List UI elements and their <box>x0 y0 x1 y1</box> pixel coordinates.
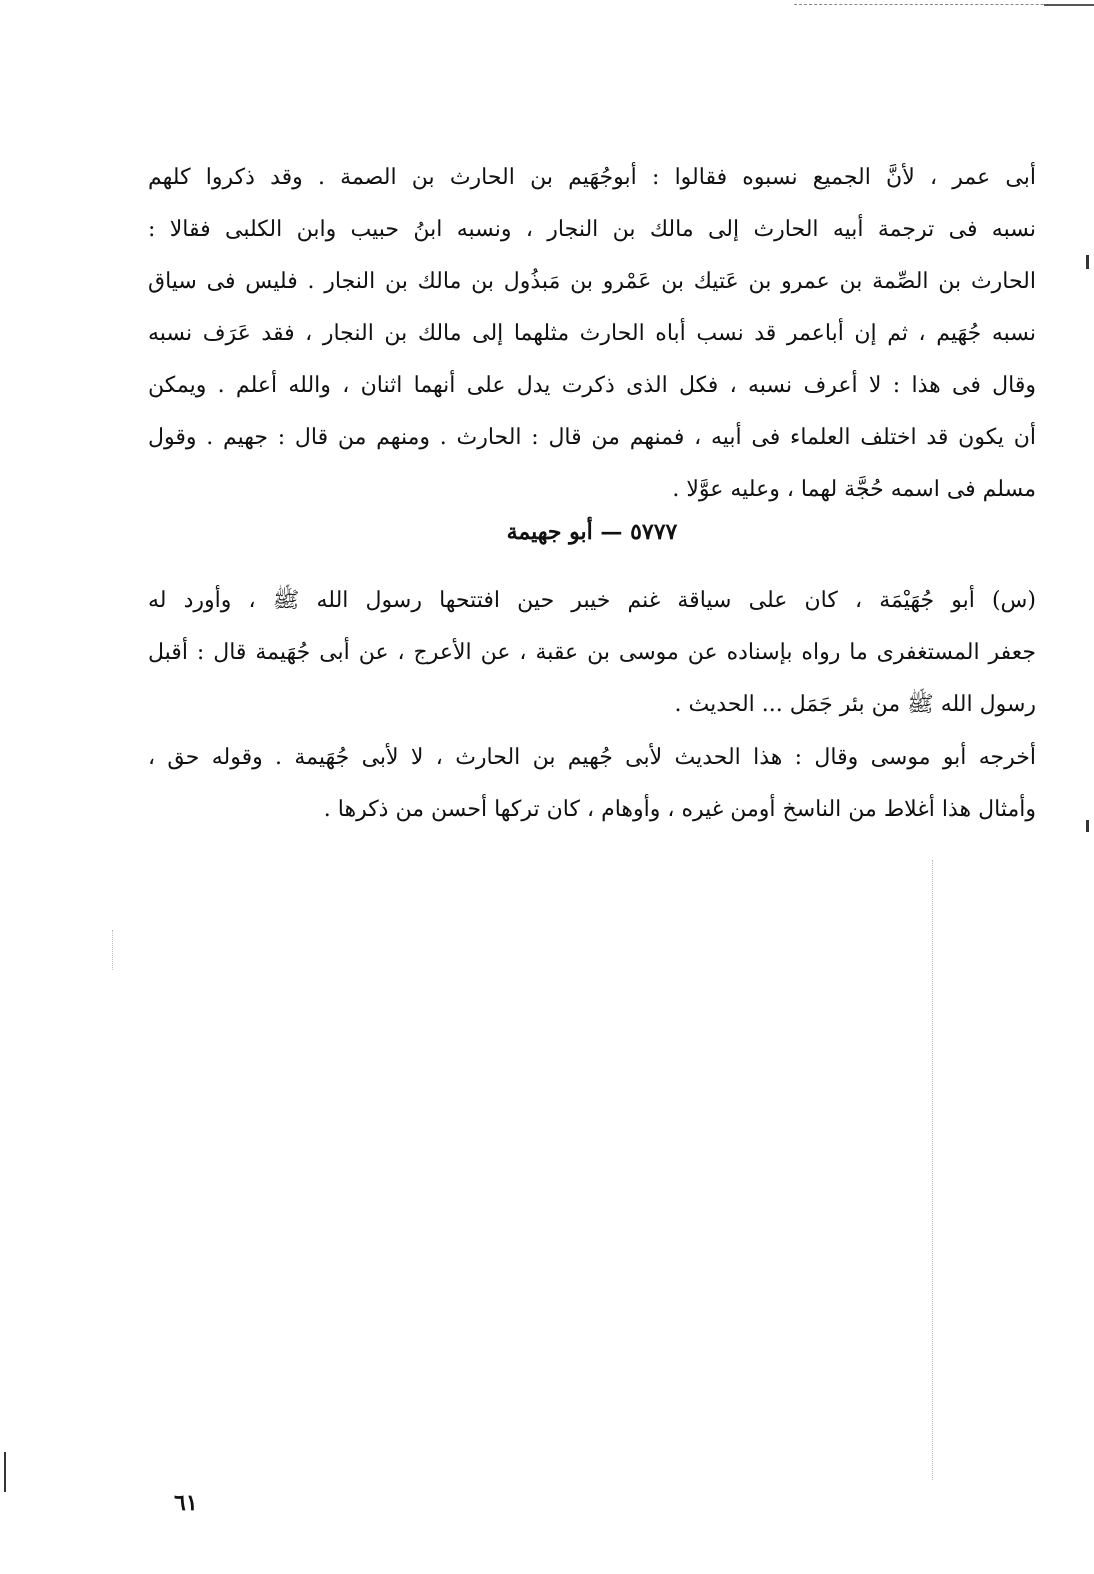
text-line: وقال فى هذا : لا أعرف نسبه ، فكل الذى ذكرت يدل على أنهما اثنان ، والله أعلم . ويمكن <box>148 373 1036 398</box>
right-margin-mark <box>1086 255 1089 269</box>
scan-dot-trail <box>112 930 113 970</box>
text-line: جعفر المستغفرى ما رواه بإسناده عن موسى بن عقبة ، عن الأعرج ، عن أبى جُهَيمة قال : أقبل <box>148 640 1036 665</box>
right-margin-mark <box>1086 820 1089 832</box>
text-line: نسبه فى ترجمة أبيه الحارث إلى مالك بن النجار ، ونسبه ابنُ حبيب وابن الكلبى فقالا : <box>148 217 1036 242</box>
text-line: مسلم فى اسمه حُجَّة لهما ، وعليه عوَّلا . <box>672 477 1036 502</box>
paragraph-3 <box>148 732 1036 836</box>
text-line: (س) أبو جُهَيْمَة ، كان على سياقة غنم خيبر حين افتتحها رسول الله ﷺ ، وأورد له <box>148 588 1036 613</box>
text-line: نسبه جُهَيم ، ثم إن أباعمر قد نسب أباه الحارث مثلهما إلى مالك بن النجار ، فقد عَرَف نسبه <box>148 321 1036 346</box>
text-line: الحارث بن الصِّمة بن عمرو بن عَتيك بن عَمْرو بن مَبذُول بن مالك بن النجار . فليس فى سياق <box>148 269 1036 294</box>
entry-heading: ٥٧٧٧ — أبو جهيمة <box>506 519 678 545</box>
scan-dot-trail <box>932 860 933 1480</box>
text-line: رسول الله ﷺ من بئر جَمَل ... الحديث . <box>674 692 1036 717</box>
text-line: وأمثال هذا أغلاط من الناسخ أومن غيره ، وأوهام ، كان تركها أحسن من ذكرها . <box>323 797 1036 822</box>
paragraph-1 <box>148 152 1036 516</box>
top-edge-rule-solid <box>1044 4 1094 6</box>
paragraph-2 <box>148 575 1036 731</box>
page-number: ٦١ <box>174 1490 198 1516</box>
left-margin-mark <box>4 1452 6 1492</box>
text-line: أن يكون قد اختلف العلماء فى أبيه ، فمنهم من قال : الحارث . ومنهم من قال : جهيم . وقول <box>148 425 1036 450</box>
text-line: أبى عمر ، لأنَّ الجميع نسبوه فقالوا : أبوجُهَيم بن الحارث بن الصمة . وقد ذكروا كلهم <box>148 165 1036 190</box>
text-line: أخرجه أبو موسى وقال : هذا الحديث لأبى جُهيم بن الحارث ، لا لأبى جُهَيمة . وقوله حق ، <box>148 745 1036 770</box>
